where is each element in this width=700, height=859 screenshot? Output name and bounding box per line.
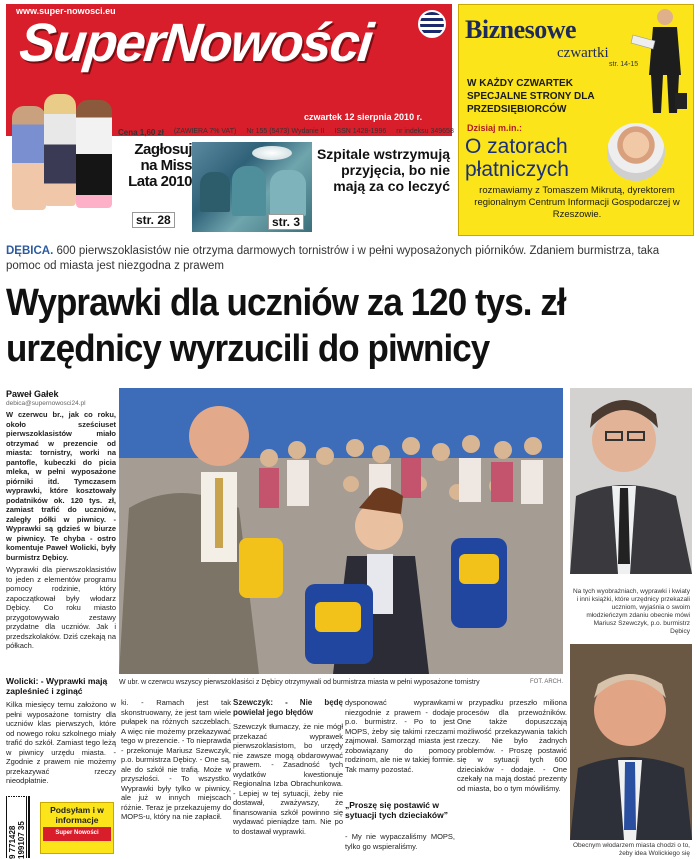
headline-line-2: urzędnicy wyrzucili do piwnicy (6, 328, 490, 370)
issn: ISSN 1428-1996 (334, 128, 387, 135)
side-portrait-photo-1[interactable] (570, 388, 692, 574)
ad-today-label: Dzisiaj m.in.: (467, 123, 523, 133)
subscription-box[interactable] (40, 802, 114, 854)
article-paragraph: Wyprawki dla pierwszoklasistów to jeden z elementów programu pomocy rodzinie, który zapoczątkował były włodarz Dębicy. Co roku miasto przygotowywało zestawy przydatne dla uczniów. Jak i przedszkolaków. Dziś czekają na półkach. (6, 565, 116, 650)
price: Cena 1,60 zł (118, 128, 164, 137)
ad-title: Biznesowe (465, 15, 577, 44)
former-mayor-portrait-illustration (570, 644, 692, 840)
main-article-photo[interactable] (119, 388, 563, 674)
hospital-headline[interactable]: Szpitale wstrzymują przyjęcia, bo nie mają za co leczyć (316, 146, 450, 194)
issue-number: Nr 155 (5473) Wydanie II (246, 128, 325, 135)
article-intro: W czerwcu br., jak co roku, około sześciuset pierwszoklasistów miało otrzymać w prezencie od miasta: tornistry, worki na pantofle, kubeczki do picia mleka, w pełni wyposażone piórniki itd. Tymczasem wyprawki, które kosztowały podatników ok. 120 tys. zł, zamiast trafić do uczniów, zaległy półki w piwnicy. - Wyprawki są gdzieś w biurze w piwnicy. Te chyba - ostro komentuje Paweł Wolicki, były burmistrz Dębicy. (6, 410, 116, 562)
article-column-1b: Kilka miesięcy temu założono w pełni wyposażone tornistry dla uczniów klas pierwszych, które od nowego roku szkolnego miały trafić do szkół. Zamiast tego leżą w piwnicy urzędu miasta. - Zgodnie z prawem nie możemy przekazywać rzeczy nieodpłatnie. (6, 700, 116, 785)
newspaper-logo[interactable]: SuperNowości (16, 13, 375, 73)
ad-lines: W KAŻDY CZWARTEK SPECJALNE STRONY DLA PRZEDSIĘBIORCÓW (467, 78, 595, 115)
byline-author: Paweł Gałek (6, 389, 59, 399)
subscription-mini-logo: Super Nowości (43, 827, 111, 841)
surgical-lamp-icon (252, 146, 292, 160)
article-column-3 (233, 698, 343, 859)
article-column-5: w przypadku przeszło miliona procesów dla przewoźników. One także dopuszczają możliwość przekazywania takich rzeczy. Nie było żadnych problemów. - Proszę postawić się w sytuacji tych 600 dzieciaków - dodaje. - One czekały na mają dostać prezenty od miasta, bo o tym mówiliśmy. (457, 698, 567, 793)
side-photo-2-caption: Obecnym włodarzem miasta chodzi o to, żeby idea Wolickiego się (572, 842, 690, 857)
byline-email[interactable]: debica@supernowosci24.pl (6, 400, 86, 407)
article-paragraph: Szewczyk tłumaczy, że nie mógł przekazać wyprawek pierwszoklasistom, bo urzędy nie zawsze mogą obdarowywać prawem. - Zasadność tych wydatków kwestionuje Regionalna Izba Obrachunkowa. - Lepiej w tej sytuacji, żeby nie dostawał, zważywszy, że finansowania szkół powinno się wydawać pieniądze tam. Nie po to dostawał wyprawki. (233, 722, 343, 836)
ceremony-scene-illustration (119, 388, 563, 674)
lead-text: 600 pierwszoklasistów nie otrzyma darmowych tornistrów i w pełni wyposażonych piórników. Zdaniem burmistrza, taka pomoc od miasta jest niezgodna z prawem (6, 245, 660, 272)
logo-badge-icon (418, 10, 446, 38)
hospital-page-ref: str. 3 (268, 214, 304, 230)
ad-portrait-photo (607, 123, 665, 181)
price-row (118, 128, 454, 140)
surgery-photo[interactable] (192, 142, 312, 232)
miss-promo[interactable] (118, 142, 192, 232)
barcode-number: 9 771428 199107 35 (8, 797, 26, 859)
subhead-szewczyk: Szewczyk: - Nie będę powielał jego błędów (233, 698, 343, 717)
article-column-4b: - My nie wypaczaliśmy MOPS, tylko go wspieraliśmy. (345, 832, 455, 851)
issue-date: czwartek 12 sierpnia 2010 r. (304, 112, 423, 122)
main-photo-credit: FOT. ARCH. (529, 679, 563, 685)
article-column-4: dysponować wyprawkami niezgodnie z prawem - dodaje p.o. burmistrz. - Po to jest MOPS, żeby się takimi rzeczami zajmował. Samorząd miasta jest zobowiązany do pomocy rodzinom, ale nie w takiej formie. Tak mamy pozostać. (345, 698, 455, 774)
lead-kicker: DĘBICA. (6, 245, 54, 257)
article-column-1 (6, 410, 116, 680)
site-url[interactable]: www.super-nowosci.eu (16, 6, 116, 16)
official-portrait-illustration (570, 388, 692, 574)
miss-promo-title: Zagłosuj na Miss Lata 2010 (128, 141, 192, 190)
lead-paragraph (6, 244, 694, 274)
ad-topic: O zatorach płatniczych (465, 135, 569, 181)
main-headline[interactable] (6, 280, 639, 372)
main-photo-caption-text: W ubr. w czerwcu wszyscy pierwszoklasiści z Dębicy otrzymywali od burmistrza miasta w pełni wyposażone tornistry (119, 679, 480, 686)
miss-page-ref: str. 28 (132, 212, 175, 228)
side-portrait-photo-2[interactable] (570, 644, 692, 840)
subhead-quote: „Proszę się postawić w sytuacji tych dzieciaków” (345, 800, 448, 820)
side-photo-1-caption: Na tych wyobrażniach, wyprawki i kwiaty i inni książki, które urzędnicy przekazali uczniom, wyjaśnia o swoim młodzieńczym zdaniu obecnie mówi Mariusz Szewczyk, p.o. burmistrz Dębicy (572, 588, 690, 635)
ad-page-ref: str. 14-15 (609, 61, 639, 68)
ad-subtitle: czwartki (557, 45, 609, 61)
businessman-figure-icon (625, 5, 691, 117)
article-column-2: ki. - Ramach jest tak skonstruowany, że jest tam wiele pułapek na różnych szczeblach. A więc nie możemy przekazywać tego w prezencie. - To nieprawda - przekonuje Mariusz Szewczyk, p.o. burmistrza Dębicy. - One są, ale do szkół nie trafią. Może w przyszłości. - To wszystko. Wyprawki były tylko w piwnicy, ale już w innych miejscach różnie. Teraz je przekazujemy do MOPS-u, który na nie zapłacił. (121, 698, 231, 821)
business-thursdays-ad[interactable] (458, 4, 694, 236)
price-note: (ZAWIERA 7% VAT) (173, 128, 237, 135)
index-number: nr indeksu 349658 (396, 128, 454, 135)
subhead-wolicki: Wolicki: - Wyprawki mają zapleśnieć i zginąć (6, 676, 108, 696)
subscription-title: Podsyłam i w informacje (50, 805, 104, 825)
main-photo-caption (119, 679, 563, 686)
miss-contestants-photo[interactable] (8, 86, 114, 210)
headline-line-1: Wyprawki dla uczniów za 120 tys. zł (6, 282, 566, 324)
ad-description: rozmawiamy z Tomaszem Mikrutą, dyrektorem regionalnym Centrum Informacji Gospodarczej w Rzeszowie. (474, 185, 680, 220)
